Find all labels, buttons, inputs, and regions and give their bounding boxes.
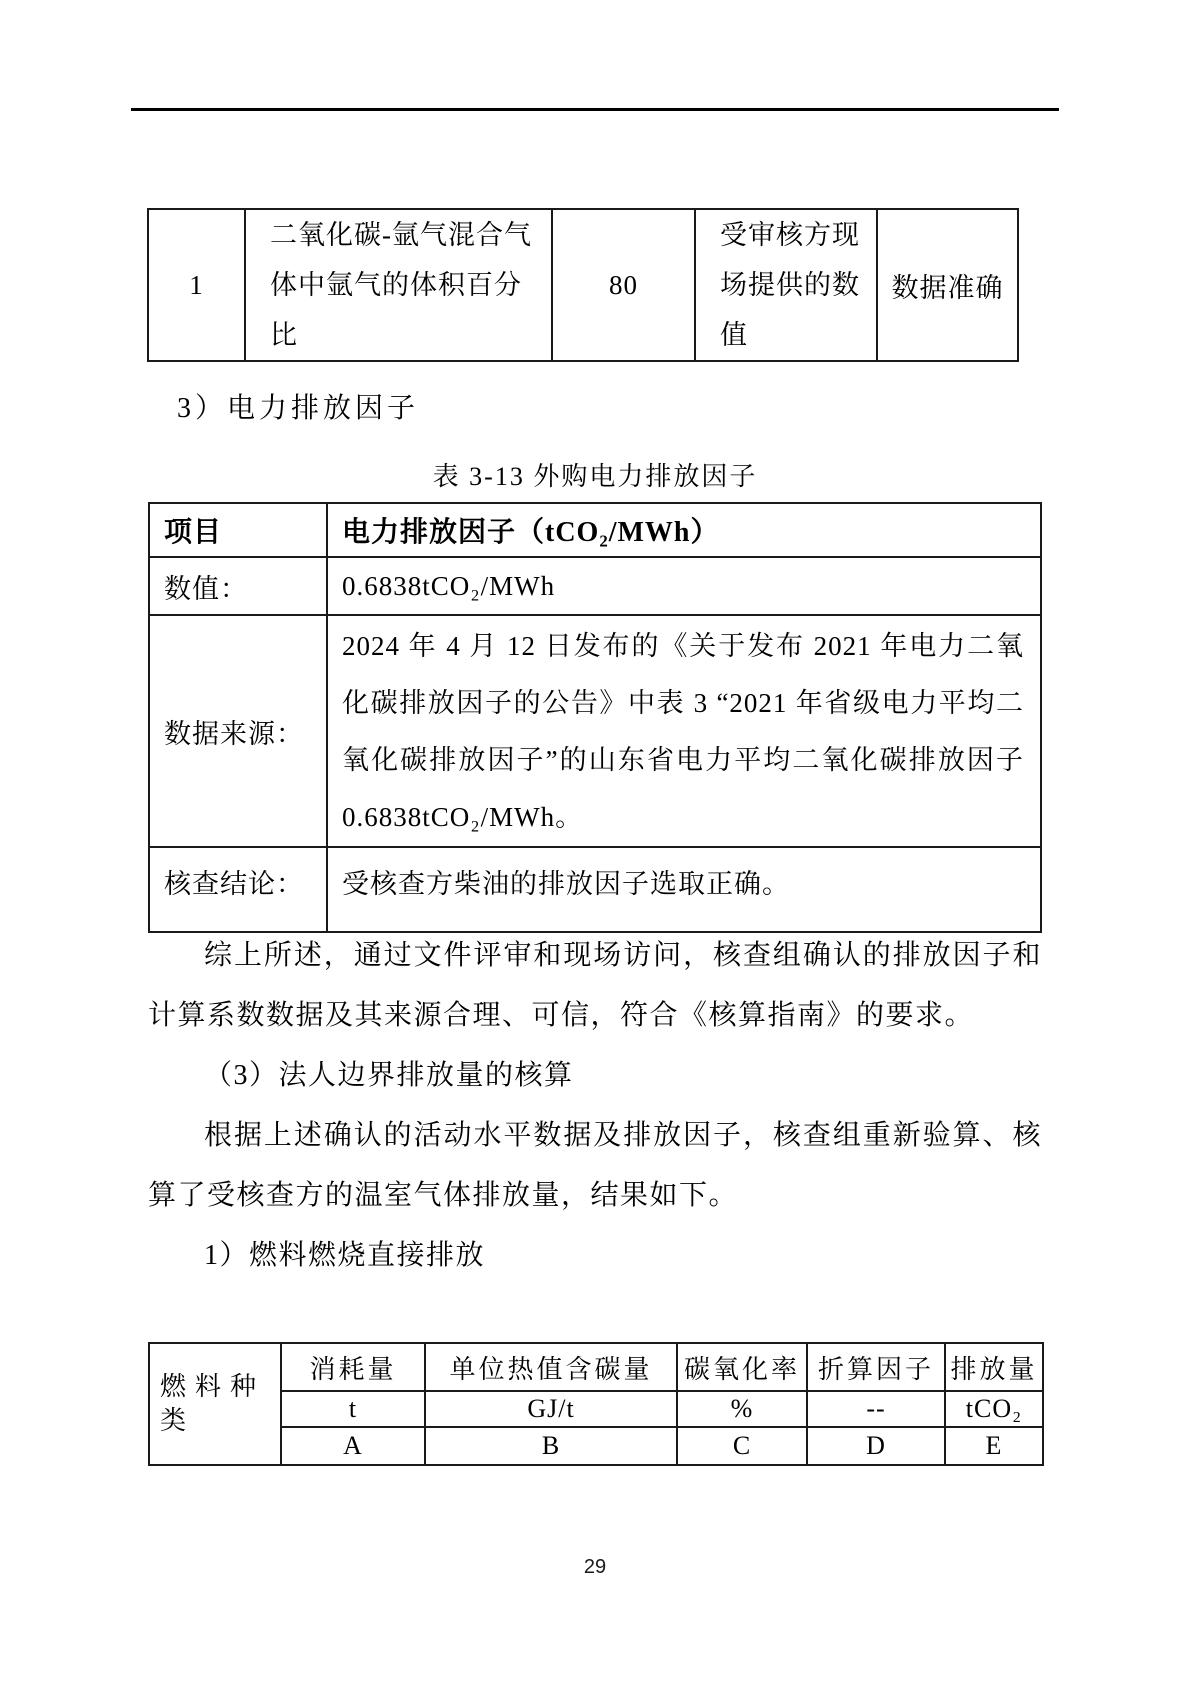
- value-cell: 80: [552, 209, 695, 361]
- unit-cell: tCO₂: [945, 1391, 1043, 1427]
- row-index-cell: 1: [148, 209, 245, 361]
- column-header-cell: 单位热值含碳量: [425, 1343, 677, 1391]
- fuel-type-header-cell: 燃料种类: [149, 1343, 281, 1465]
- letter-cell: E: [945, 1427, 1043, 1465]
- unit-cell: GJ/t: [425, 1391, 677, 1427]
- summary-paragraph: 综上所述，通过文件评审和现场访问，核查组确认的排放因子和计算系数数据及其来源合理、可信，符合《核算指南》的要求。: [148, 940, 1042, 1031]
- data-source-text: 2024 年 4 月 12 日发布的《关于发布 2021 年电力二氧化碳排放因子的公告》中表 3 “2021 年省级电力平均二氧化碳排放因子”的山东省电力平均二氧化碳排放因子 0.6838tCO₂/MWh。: [342, 631, 1024, 832]
- column-header-cell: 排放量: [945, 1343, 1043, 1391]
- table-row: [149, 615, 1041, 847]
- source-cell: 受审核方现场提供的数值: [695, 209, 877, 361]
- list-heading: 1）燃料燃烧直接排放: [204, 1240, 486, 1271]
- table-row: [148, 209, 1018, 361]
- parameter-cell: 二氧化碳-氩气混合气体中氩气的体积百分比: [245, 209, 552, 361]
- column-header-cell: 碳氧化率: [677, 1343, 807, 1391]
- header-value-cell: 电力排放因子（tCO₂/MWh）: [327, 503, 1041, 557]
- letter-cell: A: [281, 1427, 425, 1465]
- table-header-row: [149, 503, 1041, 557]
- page-number: 29: [583, 1556, 607, 1578]
- conclusion-cell: 数据准确: [877, 209, 1018, 361]
- unit-cell: --: [807, 1391, 945, 1427]
- table-caption: 表 3-13 外购电力排放因子: [432, 462, 758, 491]
- row-value-cell: 0.6838tCO₂/MWh: [327, 557, 1041, 615]
- table-row: [149, 847, 1041, 932]
- column-header-cell: 消耗量: [281, 1343, 425, 1391]
- emission-factor-table: [148, 502, 1042, 933]
- row-label-cell: 核查结论：: [149, 847, 327, 932]
- row-label-cell: 数据来源：: [149, 615, 327, 847]
- table-header-row: [149, 1343, 1043, 1391]
- column-header-cell: 折算因子: [807, 1343, 945, 1391]
- letter-cell: B: [425, 1427, 677, 1465]
- body-paragraph: 根据上述确认的活动水平数据及排放因子，核查组重新验算、核算了受核查方的温室气体排放量，结果如下。: [148, 1120, 1042, 1211]
- units-row: [149, 1391, 1043, 1427]
- section-heading: 3）电力排放因子: [177, 393, 420, 424]
- row-value-cell: 受核查方柴油的排放因子选取正确。: [327, 847, 1041, 932]
- subsection-heading: （3）法人边界排放量的核算: [204, 1060, 574, 1091]
- letter-cell: D: [807, 1427, 945, 1465]
- unit-cell: %: [677, 1391, 807, 1427]
- row-label-cell: 数值：: [149, 557, 327, 615]
- fuel-emission-table: [148, 1342, 1044, 1466]
- letters-row: [149, 1427, 1043, 1465]
- header-rule: [131, 108, 1059, 111]
- row-value-cell: [327, 615, 1041, 847]
- table-row: [149, 557, 1041, 615]
- unit-cell: t: [281, 1391, 425, 1427]
- parameter-verification-table: [147, 208, 1019, 362]
- body-text: [148, 926, 1042, 1286]
- letter-cell: C: [677, 1427, 807, 1465]
- header-label-cell: 项目: [149, 503, 327, 557]
